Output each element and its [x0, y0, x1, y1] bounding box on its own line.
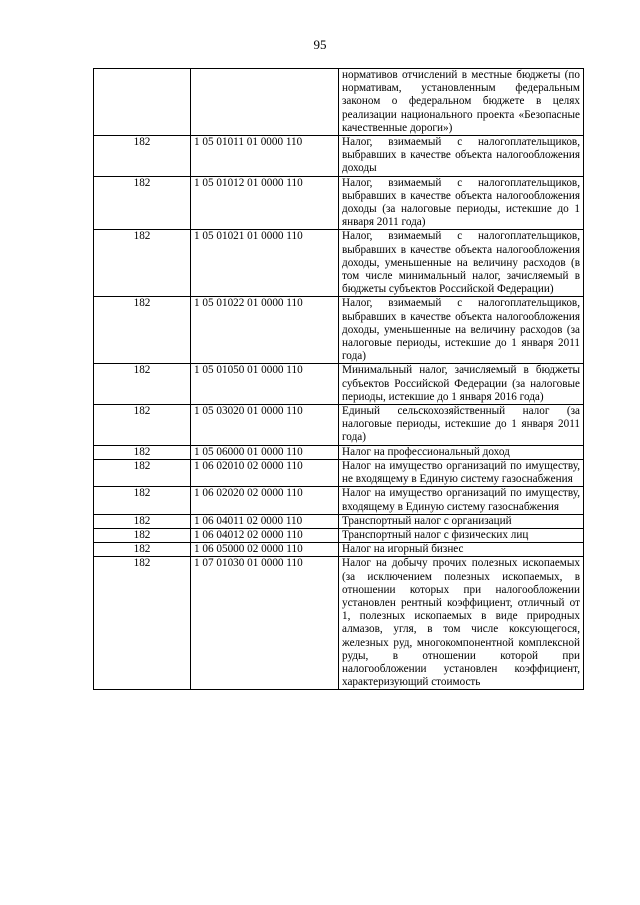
- revenue-name-cell: Транспортный налог с физических лиц: [339, 528, 584, 542]
- table-row: [94, 543, 584, 557]
- revenue-name-cell: Налог на профессиональный доход: [339, 445, 584, 459]
- table-row: [94, 405, 584, 446]
- revenue-name-cell: Налог, взимаемый с налогоплательщиков, выбравших в качестве объекта налогообложения доходы, уменьшенные на величину расходов (в том числе минимальный налог, зачисляемый в бюджеты субъектов Российской Федерации): [339, 230, 584, 297]
- admin-code-cell: 182: [94, 176, 191, 230]
- admin-code-cell: 182: [94, 543, 191, 557]
- kbk-code-cell: [191, 69, 339, 136]
- table-row: [94, 445, 584, 459]
- table-row: [94, 136, 584, 177]
- kbk-code-cell: 1 06 04011 02 0000 110: [191, 514, 339, 528]
- revenue-name-cell: Единый сельскохозяйственный налог (за налоговые периоды, истекшие до 1 января 2011 года): [339, 405, 584, 446]
- admin-code-cell: 182: [94, 514, 191, 528]
- kbk-code-cell: 1 06 05000 02 0000 110: [191, 543, 339, 557]
- admin-code-cell: 182: [94, 405, 191, 446]
- kbk-code-cell: 1 06 02020 02 0000 110: [191, 487, 339, 514]
- kbk-code-cell: 1 06 02010 02 0000 110: [191, 459, 339, 486]
- admin-code-cell: 182: [94, 230, 191, 297]
- kbk-code-cell: 1 05 01022 01 0000 110: [191, 297, 339, 364]
- table-row: [94, 69, 584, 136]
- admin-code-cell: 182: [94, 297, 191, 364]
- admin-code-cell: 182: [94, 487, 191, 514]
- revenue-name-cell: Налог на игорный бизнес: [339, 543, 584, 557]
- revenue-name-cell: Минимальный налог, зачисляемый в бюджеты субъектов Российской Федерации (за налоговые периоды, истекшие до 1 января 2016 года): [339, 364, 584, 405]
- admin-code-cell: 182: [94, 445, 191, 459]
- table-row: [94, 514, 584, 528]
- revenue-codes-table: [93, 68, 584, 690]
- table-row: [94, 459, 584, 486]
- revenue-name-cell: Налог на имущество организаций по имуществу, входящему в Единую систему газоснабжения: [339, 487, 584, 514]
- table-row: [94, 176, 584, 230]
- kbk-code-cell: 1 07 01030 01 0000 110: [191, 557, 339, 690]
- kbk-code-cell: 1 05 01021 01 0000 110: [191, 230, 339, 297]
- revenue-name-cell: Налог на добычу прочих полезных ископаемых (за исключением полезных ископаемых, в отношении которых при налогообложении установлен рентный коэффициент, отличный от 1, полезных ископаемых в виде природных алмазов, угля, в том числе коксующегося, железных руд, многокомпонентной комплексной руды, в отношении которой при налогообложении установлен коэффициент, характеризующий стоимость: [339, 557, 584, 690]
- kbk-code-cell: 1 05 06000 01 0000 110: [191, 445, 339, 459]
- revenue-name-cell: Налог, взимаемый с налогоплательщиков, выбравших в качестве объекта налогообложения доходы, уменьшенные на величину расходов (за налоговые периоды, истекшие до 1 января 2011 года): [339, 297, 584, 364]
- table-row: [94, 230, 584, 297]
- table-row: [94, 297, 584, 364]
- table-row: [94, 364, 584, 405]
- admin-code-cell: 182: [94, 459, 191, 486]
- kbk-code-cell: 1 05 01011 01 0000 110: [191, 136, 339, 177]
- revenue-name-cell: Транспортный налог с организаций: [339, 514, 584, 528]
- admin-code-cell: [94, 69, 191, 136]
- kbk-code-cell: 1 05 01050 01 0000 110: [191, 364, 339, 405]
- kbk-code-cell: 1 06 04012 02 0000 110: [191, 528, 339, 542]
- table-row: [94, 557, 584, 690]
- table-row: [94, 528, 584, 542]
- kbk-code-cell: 1 05 03020 01 0000 110: [191, 405, 339, 446]
- admin-code-cell: 182: [94, 557, 191, 690]
- revenue-name-cell: Налог, взимаемый с налогоплательщиков, выбравших в качестве объекта налогообложения доходы (за налоговые периоды, истекшие до 1 января 2011 года): [339, 176, 584, 230]
- admin-code-cell: 182: [94, 364, 191, 405]
- revenue-name-cell: нормативов отчислений в местные бюджеты (по нормативам, установленным федеральным законом о федеральном бюджете в целях реализации национального проекта «Безопасные качественные дороги»): [339, 69, 584, 136]
- kbk-code-cell: 1 05 01012 01 0000 110: [191, 176, 339, 230]
- page-number: 95: [313, 37, 327, 52]
- revenue-name-cell: Налог на имущество организаций по имуществу, не входящему в Единую систему газоснабжения: [339, 459, 584, 486]
- revenue-name-cell: Налог, взимаемый с налогоплательщиков, выбравших в качестве объекта налогообложения доходы: [339, 136, 584, 177]
- admin-code-cell: 182: [94, 528, 191, 542]
- table-row: [94, 487, 584, 514]
- admin-code-cell: 182: [94, 136, 191, 177]
